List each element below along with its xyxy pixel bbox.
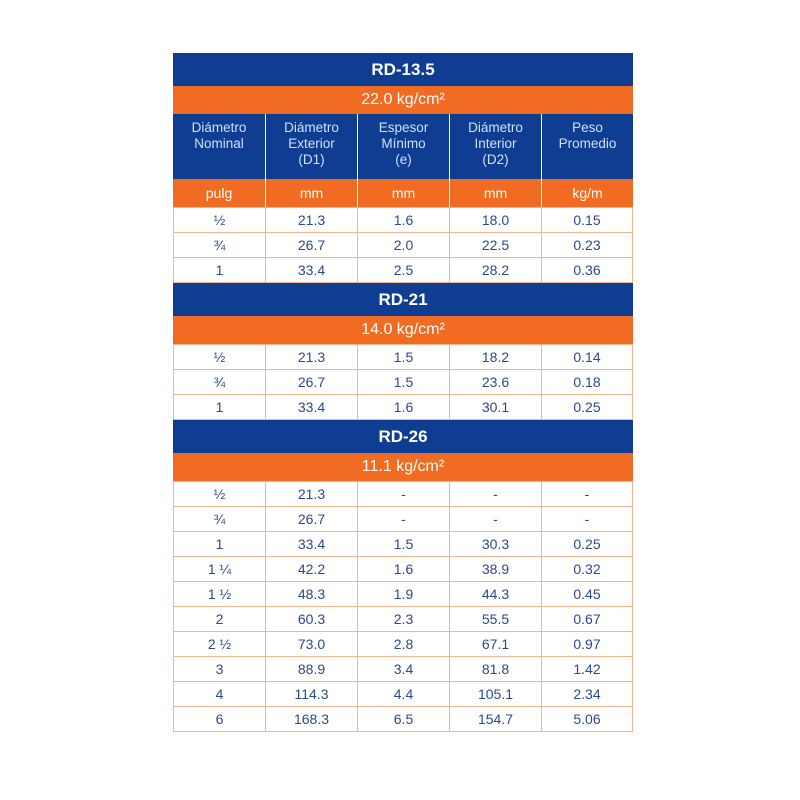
cell-interior-diameter: 23.6 [449, 370, 541, 394]
cell-average-weight: 5.06 [541, 707, 633, 731]
cell-exterior-diameter: 26.7 [265, 233, 357, 257]
column-header-average-weight: Peso Promedio [541, 114, 633, 179]
cell-interior-diameter: 44.3 [449, 582, 541, 606]
cell-minimum-thickness: 1.5 [357, 370, 449, 394]
cell-average-weight: 0.15 [541, 208, 633, 232]
cell-minimum-thickness: 2.8 [357, 632, 449, 656]
cell-nominal-diameter: 6 [173, 707, 265, 731]
unit-label: pulg [205, 185, 233, 201]
cell-average-weight: 0.14 [541, 345, 633, 369]
cell-interior-diameter: 18.0 [449, 208, 541, 232]
table-row [173, 208, 633, 233]
cell-minimum-thickness: 2.5 [357, 258, 449, 282]
section-title-rd-13-5: RD-13.5 [173, 53, 633, 86]
cell-nominal-diameter: 1 [173, 532, 265, 556]
cell-exterior-diameter: 114.3 [265, 682, 357, 706]
cell-nominal-diameter: ¾ [173, 507, 265, 531]
cell-nominal-diameter: 1 [173, 395, 265, 419]
table-row [173, 557, 633, 582]
cell-interior-diameter: 22.5 [449, 233, 541, 257]
section-pressure-rd-13-5: 22.0 kg/cm² [173, 86, 633, 114]
cell-minimum-thickness: 1.6 [357, 557, 449, 581]
cell-interior-diameter: 18.2 [449, 345, 541, 369]
column-header-interior-diameter: Diámetro Interior (D2) [449, 114, 541, 179]
cell-average-weight: - [541, 482, 633, 506]
cell-average-weight: 1.42 [541, 657, 633, 681]
cell-nominal-diameter: 2 ½ [173, 632, 265, 656]
cell-average-weight: 0.97 [541, 632, 633, 656]
table-row [173, 395, 633, 420]
cell-exterior-diameter: 26.7 [265, 370, 357, 394]
cell-average-weight: 0.67 [541, 607, 633, 631]
cell-exterior-diameter: 42.2 [265, 557, 357, 581]
table-row [173, 345, 633, 370]
cell-average-weight: 2.34 [541, 682, 633, 706]
unit-label: mm [265, 179, 357, 207]
cell-interior-diameter: - [449, 482, 541, 506]
cell-interior-diameter: - [449, 507, 541, 531]
cell-nominal-diameter: 3 [173, 657, 265, 681]
table-row [173, 507, 633, 532]
column-header-minimum-thickness: Espesor Mínimo (e) [357, 114, 449, 179]
cell-interior-diameter: 30.1 [449, 395, 541, 419]
cell-minimum-thickness: - [357, 482, 449, 506]
table-row [173, 532, 633, 557]
table-row [173, 657, 633, 682]
section-pressure-rd-26: 11.1 kg/cm² [173, 453, 633, 481]
table-row [173, 370, 633, 395]
cell-nominal-diameter: 1 ½ [173, 582, 265, 606]
table-row [173, 632, 633, 657]
unit-label: mm [357, 179, 449, 207]
units-row [173, 179, 633, 207]
cell-nominal-diameter: 1 [173, 258, 265, 282]
cell-average-weight: 0.32 [541, 557, 633, 581]
section-body-rd-13-5 [173, 207, 633, 283]
column-header-nominal-diameter: Diámetro Nominal [191, 120, 247, 151]
cell-interior-diameter: 55.5 [449, 607, 541, 631]
cell-nominal-diameter: ¾ [173, 370, 265, 394]
cell-interior-diameter: 28.2 [449, 258, 541, 282]
cell-nominal-diameter: ½ [173, 208, 265, 232]
table-row [173, 682, 633, 707]
cell-exterior-diameter: 60.3 [265, 607, 357, 631]
table-row [173, 707, 633, 732]
cell-nominal-diameter: ½ [173, 345, 265, 369]
cell-interior-diameter: 30.3 [449, 532, 541, 556]
cell-nominal-diameter: 1 ¼ [173, 557, 265, 581]
cell-exterior-diameter: 26.7 [265, 507, 357, 531]
cell-average-weight: 0.25 [541, 532, 633, 556]
cell-exterior-diameter: 21.3 [265, 482, 357, 506]
column-header-row [173, 114, 633, 179]
cell-exterior-diameter: 168.3 [265, 707, 357, 731]
cell-exterior-diameter: 73.0 [265, 632, 357, 656]
cell-minimum-thickness: 2.0 [357, 233, 449, 257]
cell-interior-diameter: 67.1 [449, 632, 541, 656]
cell-nominal-diameter: ¾ [173, 233, 265, 257]
cell-minimum-thickness: 4.4 [357, 682, 449, 706]
cell-minimum-thickness: 1.5 [357, 532, 449, 556]
cell-average-weight: - [541, 507, 633, 531]
cell-minimum-thickness: 6.5 [357, 707, 449, 731]
section-title-rd-21: RD-21 [173, 283, 633, 316]
table-row [173, 582, 633, 607]
section-pressure-rd-21: 14.0 kg/cm² [173, 316, 633, 344]
cell-exterior-diameter: 48.3 [265, 582, 357, 606]
cell-minimum-thickness: 1.6 [357, 208, 449, 232]
cell-exterior-diameter: 33.4 [265, 258, 357, 282]
unit-label: kg/m [541, 179, 633, 207]
section-title-rd-26: RD-26 [173, 420, 633, 453]
cell-exterior-diameter: 33.4 [265, 532, 357, 556]
cell-minimum-thickness: 1.5 [357, 345, 449, 369]
cell-exterior-diameter: 21.3 [265, 208, 357, 232]
section-body-rd-26 [173, 481, 633, 732]
cell-average-weight: 0.36 [541, 258, 633, 282]
cell-minimum-thickness: 1.9 [357, 582, 449, 606]
cell-average-weight: 0.45 [541, 582, 633, 606]
cell-minimum-thickness: 2.3 [357, 607, 449, 631]
cell-exterior-diameter: 21.3 [265, 345, 357, 369]
cell-interior-diameter: 38.9 [449, 557, 541, 581]
unit-label: mm [449, 179, 541, 207]
cell-interior-diameter: 81.8 [449, 657, 541, 681]
cell-minimum-thickness: 1.6 [357, 395, 449, 419]
cell-average-weight: 0.23 [541, 233, 633, 257]
table-row [173, 482, 633, 507]
cell-average-weight: 0.25 [541, 395, 633, 419]
cell-nominal-diameter: 2 [173, 607, 265, 631]
pipe-spec-table [173, 53, 633, 732]
cell-interior-diameter: 154.7 [449, 707, 541, 731]
section-body-rd-21 [173, 344, 633, 420]
table-row [173, 258, 633, 283]
cell-minimum-thickness: 3.4 [357, 657, 449, 681]
cell-interior-diameter: 105.1 [449, 682, 541, 706]
cell-nominal-diameter: ½ [173, 482, 265, 506]
cell-exterior-diameter: 88.9 [265, 657, 357, 681]
column-header-exterior-diameter: Diámetro Exterior (D1) [265, 114, 357, 179]
cell-minimum-thickness: - [357, 507, 449, 531]
table-row [173, 233, 633, 258]
cell-average-weight: 0.18 [541, 370, 633, 394]
cell-exterior-diameter: 33.4 [265, 395, 357, 419]
table-row [173, 607, 633, 632]
cell-nominal-diameter: 4 [173, 682, 265, 706]
